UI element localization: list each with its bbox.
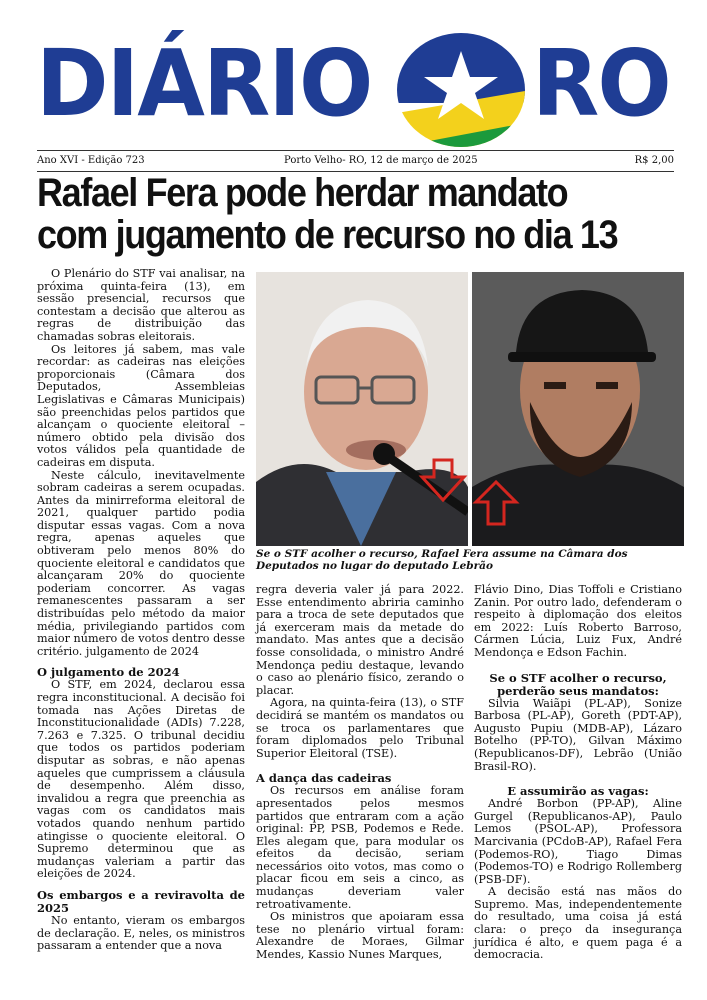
paragraph: Os recursos em análise foram apresentados pelos mesmos partidos que entraram com a ação original: PP, PSB, Podemos e Rede. Eles alegam que, para modular os efeitos da decisão, seriam necessários oito votos, mas como o placar ficou em seis a cinco, as mudanças deveriam valer retroativamente. (256, 784, 464, 911)
paragraph: Silvia Waiãpi (PL-AP), Sonize Barbosa (PL-AP), Goreth (PDT-AP), Augusto Pupiu (MDB-AP), Lázaro Botelho (PP-TO), Gilvan Máximo (Republicanos-DF), Lebrão (União Brasil-RO). (474, 696, 682, 773)
paragraph: A decisão está nas mãos do Supremo. Mas, independentemente do resultado, uma coisa já está clara: o preço da insegurança jurídica é alto, e quem paga é a democracia. (474, 885, 682, 962)
headline-line-1: Rafael Fera pode herdar mandato (37, 171, 568, 215)
logo-text-diario: DIÁRIO (36, 30, 372, 137)
paragraph: Agora, na quinta-feira (13), o STF decidirá se mantém os mandatos ou se troca os parlamentares que foram diplomados pelo Tribunal Superior Eleitoral (TSE). (256, 696, 464, 760)
dateline: Porto Velho- RO, 12 de março de 2025 (284, 155, 478, 166)
article-column-2 (256, 584, 464, 962)
paragraph: Os leitores já sabem, mas vale recordar: as cadeiras nas eleições proporcionais (Câmara dos Deputados, Assembleias Legislativas e Câmaras Municipais) são preenchidas pelos partidos que alcançam o quociente eleitoral – número obtido pela divisão dos votos válidos pela quantidade de cadeiras em disputa. (37, 342, 245, 469)
article-column-1 (37, 268, 245, 953)
photo-rafael-fera (472, 272, 684, 546)
paragraph: No entanto, vieram os embargos de declaração. E, neles, os ministros passaram a entender que a nova (37, 913, 245, 953)
edition-number: Ano XVI - Edição 723 (37, 155, 145, 166)
photo-elderly-deputy (256, 272, 468, 546)
price: R$ 2,00 (634, 155, 674, 166)
masthead (0, 0, 707, 150)
paragraph: Os ministros que apoiaram essa tese no plenário virtual foram: Alexandre de Moraes, Gilmar Mendes, Kassio Nunes Marques, (256, 910, 464, 962)
paragraph: André Borbon (PP-AP), Aline Gurgel (Republicanos-AP), Paulo Lemos (PSOL-AP), Professora Marcivania (PCdoB-AP), Rafael Fera (Podemos-RO), Tiago Dimas (Podemos-TO) e Rodrigo Rollemberg (PSB-DF). (474, 797, 682, 886)
photo-caption: Se o STF acolher o recurso, Rafael Fera assume na Câmara dos Deputados no lugar do deputado Lebrão (256, 548, 628, 572)
headline-line-2: com jugamento de recurso no dia 13 (37, 213, 618, 257)
paragraph: O STF, em 2024, declarou essa regra inconstitucional. A decisão foi tomada nas Ações Diretas de Inconstitucionalidade (ADIs) 7.228, 7.263 e 7.325. O tribunal decidiu que todos os partidos poderiam disputar as sobras, e não apenas aqueles que cumprissem a cláusula de desempenho. Além disso, invalidou a regra que preenchia as vagas com os candidatos mais votados quando nenhum partido atingisse o quociente eleitoral. O Supremo determinou que as mudanças valeriam a partir das eleições de 2024. (37, 678, 245, 881)
article-column-3 (474, 584, 682, 962)
headline (37, 171, 618, 257)
paragraph: Flávio Dino, Dias Toffoli e Cristiano Zanin. Por outro lado, defenderam o respeito à diplomação dos eleitos em 2022: Luís Roberto Barroso, Cármen Lúcia, Luiz Fux, André Mendonça e Edson Fachin. (474, 583, 682, 659)
subheading: Se o STF acolher o recurso, perderão seus mandatos: (489, 670, 667, 698)
paragraph: Neste cálculo, inevitavelmente sobram cadeiras a serem ocupadas. Antes da minirreforma eleitoral de 2021, qualquer partido podia disputar essas vagas. Com a nova regra, apenas aqueles que obtiveram pelo menos 80% do quociente eleitoral e candidatos que alcançaram 20% do quociente poderiam concorrer. As vagas remanescentes passaram a ser distribuídas pelo método da maior média, privilegiando partidos com maior número de votos dentro desse critério. julgamento de 2024 (37, 468, 245, 658)
edition-info-bar (37, 150, 674, 172)
paragraph: O Plenário do STF vai analisar, na próxima quinta-feira (13), em sessão presencial, recursos que contestam a decisão que alterou as regras de distribuição das chamadas sobras eleitorais. (37, 267, 245, 343)
star-flag-logo-icon (397, 33, 525, 147)
subheading: A dança das cadeiras (256, 771, 392, 786)
subheading: Os embargos e a reviravolta de 2025 (37, 887, 245, 915)
logo-text-ro: RO (532, 30, 670, 137)
subheading: E assumirão as vagas: (507, 784, 649, 799)
subheading: O julgamento de 2024 (37, 665, 180, 680)
paragraph: regra deveria valer já para 2022. Esse entendimento abriria caminho para a troca de sete deputados que já exerceram mais da metade do mandato. Mas antes que a decisão fosse consolidada, o ministro André Mendonça pediu destaque, levando o caso ao plenário físico, zerando o placar. (256, 583, 464, 697)
